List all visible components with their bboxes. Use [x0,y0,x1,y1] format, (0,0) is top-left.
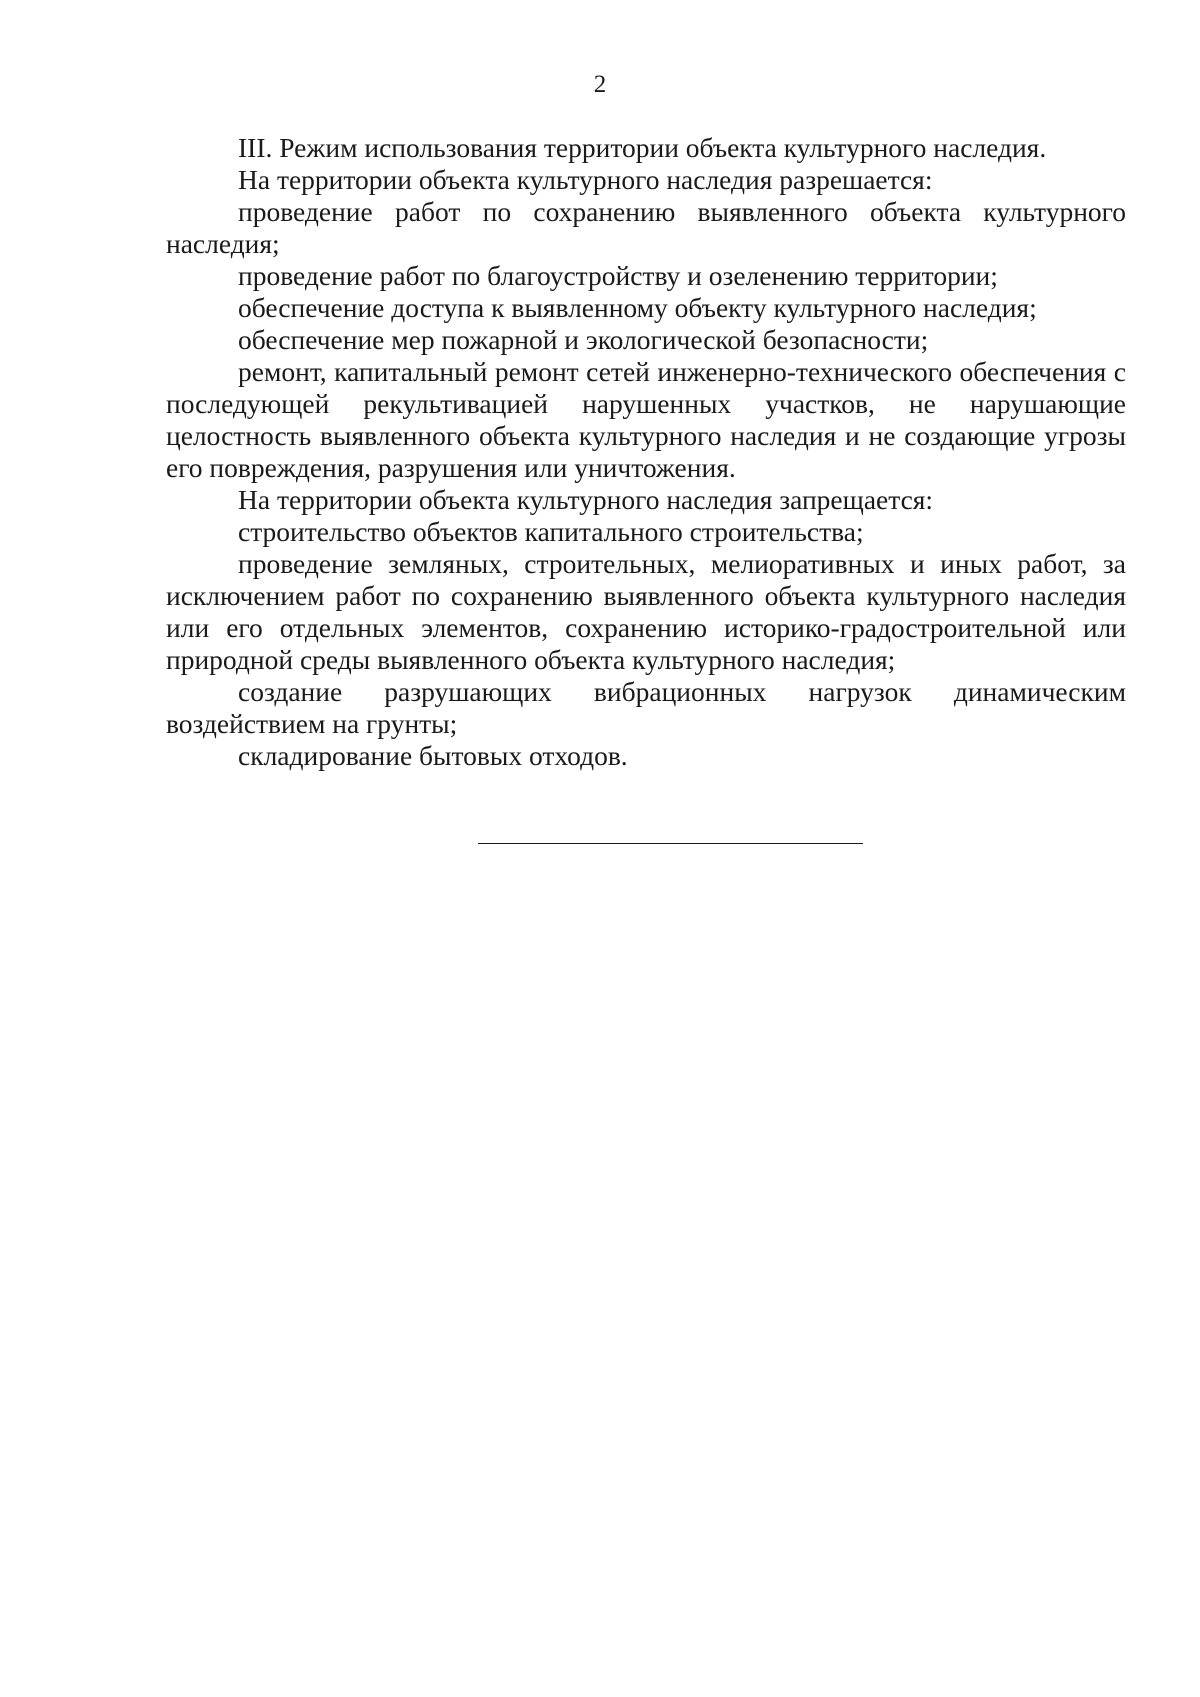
allowed-item: проведение работ по благоустройству и озеленению территории; [238,260,998,291]
prohibited-intro: На территории объекта культурного наследия запрещается: [238,484,934,515]
prohibited-item: складирование бытовых отходов. [238,740,628,771]
allowed-item: обеспечение мер пожарной и экологической безопасности; [238,324,929,355]
section-heading: III. Режим использования территории объекта культурного наследия. [238,132,1047,163]
allowed-item: обеспечение доступа к выявленному объекту культурного наследия; [238,292,1037,323]
allowed-item: ремонт, капитальный ремонт сетей инженерно-технического обеспечения с последующей рекультивацией нарушенных участков, не нарушающие целостность выявленного объекта культурного наследия и не создающие угрозы его повреждения, разрушения или уничтожения. [166,356,1126,483]
prohibited-item: создание разрушающих вибрационных нагрузок динамическим воздействием на грунты; [166,676,1126,739]
document-body [166,132,1126,772]
allowed-intro: На территории объекта культурного наследия разрешается: [238,164,933,195]
prohibited-item: проведение земляных, строительных, мелиоративных и иных работ, за исключением работ по сохранению выявленного объекта культурного наследия или его отдельных элементов, сохранению историко-градостроительной или природной среды выявленного объекта культурного наследия; [166,548,1126,675]
closing-rule [478,843,863,844]
allowed-item: проведение работ по сохранению выявленного объекта культурного наследия; [166,196,1126,259]
page-number: 2 [593,71,607,98]
prohibited-item: строительство объектов капитального строительства; [238,516,864,547]
